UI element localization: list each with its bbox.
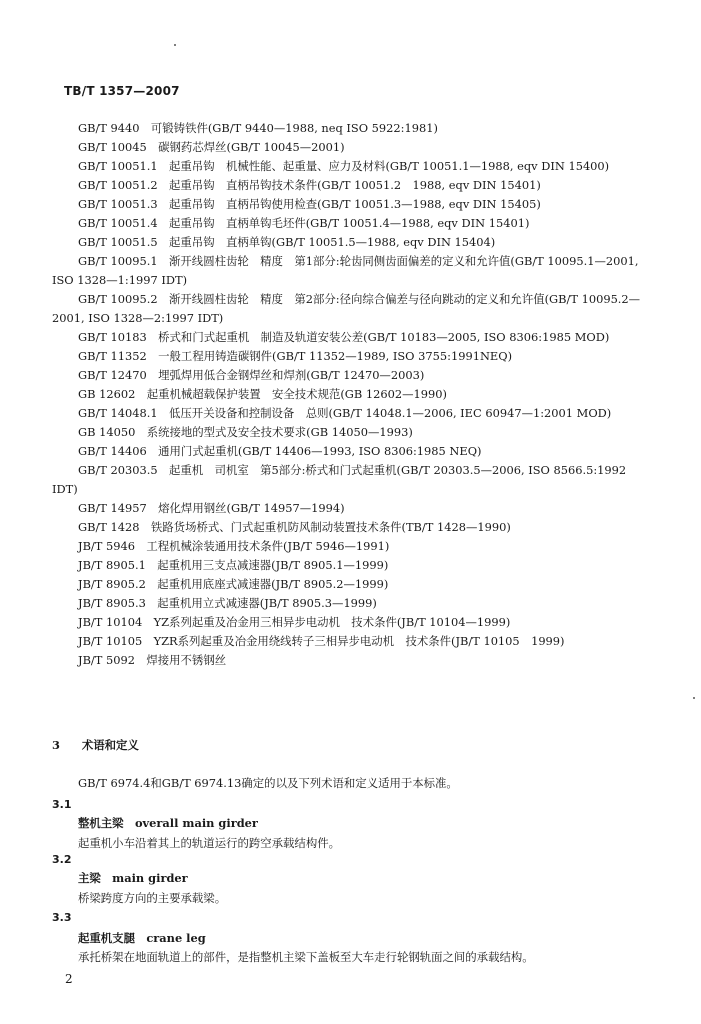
term-number: 3.1 [52, 798, 72, 811]
section-title: 术语和定义 [81, 738, 139, 752]
reference-item: GB 12602 起重机械超载保护装置 安全技术规范(GB 12602—1990) [78, 387, 447, 401]
reference-item: GB/T 10051.3 起重吊钩 直柄吊钩使用检查(GB/T 10051.3—1988, eqv DIN 15405) [78, 197, 541, 211]
term-name: 起重机支腿 crane leg [78, 931, 206, 945]
reference-item: GB/T 10051.2 起重吊钩 直柄吊钩技术条件(GB/T 10051.2 1988, eqv DIN 15401) [78, 178, 541, 192]
reference-item: GB/T 20303.5 起重机 司机室 第5部分:桥式和门式起重机(GB/T 20303.5—2006, ISO 8566.5:1992 IDT) [52, 463, 627, 496]
section-heading [52, 737, 139, 753]
term-definition: 起重机小车沿着其上的轨道运行的跨空承载结构件。 [78, 836, 340, 850]
term-number: 3.2 [52, 853, 72, 866]
reference-item: GB/T 14406 通用门式起重机(GB/T 14406—1993, ISO 8306:1985 NEQ) [78, 444, 482, 458]
reference-item: GB/T 10095.1 渐开线圆柱齿轮 精度 第1部分:轮齿同侧齿面偏差的定义和允许值(GB/T 10095.1—2001, ISO 1328—1:1997 IDT) [52, 254, 639, 287]
document-header: TB/T 1357—2007 [64, 84, 180, 98]
reference-item: GB/T 10095.2 渐开线圆柱齿轮 精度 第2部分:径向综合偏差与径向跳动的定义和允许值(GB/T 10095.2—2001, ISO 1328—2:1997 IDT) [52, 292, 641, 325]
reference-item: GB/T 10183 桥式和门式起重机 制造及轨道安装公差(GB/T 10183—2005, ISO 8306:1985 MOD) [78, 330, 610, 344]
scan-speck [174, 44, 176, 46]
reference-item: JB/T 8905.3 起重机用立式减速器(JB/T 8905.3—1999) [78, 596, 377, 610]
normative-references-list [52, 119, 648, 670]
reference-item: GB/T 10045 碳钢药芯焊丝(GB/T 10045—2001) [78, 140, 345, 154]
reference-item: GB/T 14957 熔化焊用钢丝(GB/T 14957—1994) [78, 501, 345, 515]
term-name: 主梁 main girder [78, 871, 188, 885]
section-number: 3 [52, 738, 60, 752]
scan-speck [693, 697, 695, 699]
reference-item: GB/T 9440 可锻铸铁件(GB/T 9440—1988, neq ISO 5922:1981) [78, 121, 438, 135]
reference-item: JB/T 5092 焊接用不锈钢丝 [78, 653, 227, 667]
reference-item: GB/T 12470 埋弧焊用低合金钢焊丝和焊剂(GB/T 12470—2003) [78, 368, 425, 382]
page-number: 2 [65, 972, 73, 986]
term-definition: 承托桥架在地面轨道上的部件，是指整机主梁下盖板至大车走行轮钢轨面之间的承载结构。 [78, 950, 534, 964]
term-name: 整机主梁 overall main girder [78, 816, 258, 830]
reference-item: JB/T 10104 YZ系列起重及冶金用三相异步电动机 技术条件(JB/T 10104—1999) [78, 615, 511, 629]
reference-item: JB/T 5946 工程机械涂装通用技术条件(JB/T 5946—1991) [78, 539, 390, 553]
reference-item: GB/T 11352 一般工程用铸造碳钢件(GB/T 11352—1989, ISO 3755:1991NEQ) [78, 349, 513, 363]
reference-item: GB/T 14048.1 低压开关设备和控制设备 总则(GB/T 14048.1—2006, IEC 60947—1:2001 MOD) [78, 406, 612, 420]
reference-item: GB 14050 系统接地的型式及安全技术要求(GB 14050—1993) [78, 425, 413, 439]
reference-item: GB/T 10051.4 起重吊钩 直柄单钩毛坯件(GB/T 10051.4—1988, eqv DIN 15401) [78, 216, 530, 230]
reference-item: GB/T 1428 铁路货场桥式、门式起重机防风制动装置技术条件(TB/T 1428—1990) [78, 520, 511, 534]
term-definition: 桥梁跨度方向的主要承载梁。 [78, 891, 227, 905]
term-number: 3.3 [52, 911, 72, 924]
reference-item: JB/T 10105 YZR系列起重及冶金用绕线转子三相异步电动机 技术条件(JB/T 10105 1999) [78, 634, 565, 648]
reference-item: GB/T 10051.1 起重吊钩 机械性能、起重量、应力及材料(GB/T 10051.1—1988, eqv DIN 15400) [78, 159, 610, 173]
reference-item: GB/T 10051.5 起重吊钩 直柄单钩(GB/T 10051.5—1988, eqv DIN 15404) [78, 235, 496, 249]
reference-item: JB/T 8905.2 起重机用底座式减速器(JB/T 8905.2—1999) [78, 577, 389, 591]
reference-item: JB/T 8905.1 起重机用三支点减速器(JB/T 8905.1—1999) [78, 558, 389, 572]
section-intro: GB/T 6974.4和GB/T 6974.13确定的以及下列术语和定义适用于本标准。 [78, 776, 458, 790]
